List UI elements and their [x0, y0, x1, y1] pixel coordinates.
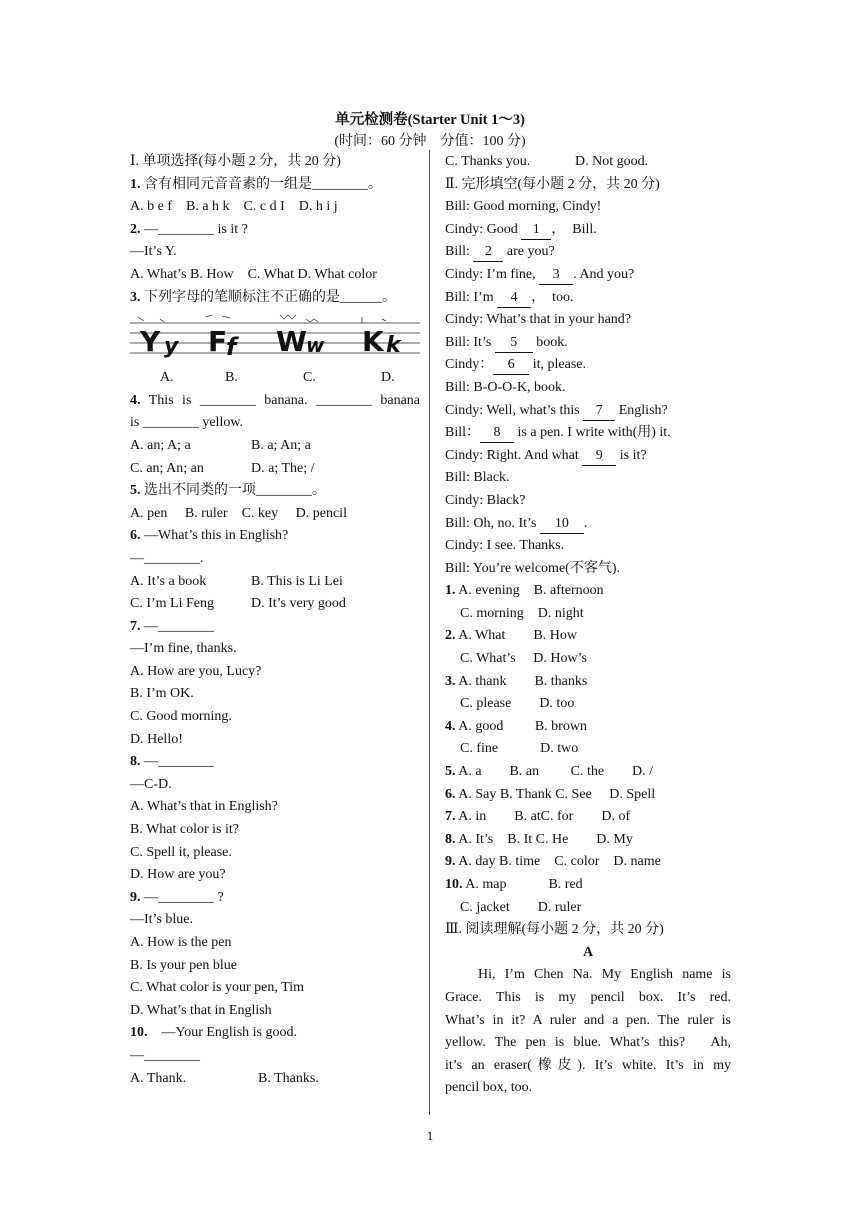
question-4-line-2: is ________ yellow. — [130, 415, 244, 431]
option-b: B. Thanks. — [258, 1070, 319, 1086]
cloze-option-4: 4. A. good B. brown — [445, 718, 587, 734]
question-2-reply: —It’s Y. — [130, 244, 177, 260]
question-10-options-cd — [445, 151, 731, 174]
option-b: B. a; An; a — [251, 437, 311, 453]
passage-line: Hi, I’m Chen Na. My English name is — [478, 967, 731, 983]
right-column — [445, 151, 731, 1100]
cloze-option-1-cd: C. morning D. night — [460, 605, 584, 621]
passage-line: Grace. This is my pencil box. It’s red. — [445, 989, 731, 1005]
question-text: —What’s this in English? — [144, 528, 289, 544]
question-number: 5. — [130, 483, 141, 499]
option-b: B. What color is it? — [130, 822, 239, 838]
cloze-option-10: 10. A. map B. red — [445, 877, 583, 892]
dialog-line: Bill: Oh, no. It’s 10 . — [445, 513, 731, 536]
option-d: D. What’s that in English — [130, 1002, 272, 1018]
question-text: —Your English is good. — [147, 1025, 297, 1041]
dialog-line: Cindy: Good 1 ， Bill. — [445, 219, 731, 242]
option-a: A. Thank. — [130, 1070, 187, 1086]
question-4-options-ab — [130, 435, 420, 458]
option-a: A. an; A; a — [130, 437, 191, 453]
option-c: C. Thanks you. — [445, 154, 531, 169]
cloze-option-5: 5. A. a B. an C. the D. / — [445, 764, 654, 780]
cloze-option-9: 9. A. day B. time C. color D. name — [445, 854, 661, 870]
dialog-line: Bill: Good morning, Cindy! — [445, 199, 602, 215]
question-number: 7. — [130, 618, 141, 634]
question-1 — [130, 174, 420, 197]
question-8-reply: —C-D. — [130, 776, 172, 792]
question-text: 选出不同类的一项________。 — [144, 483, 326, 499]
question-2 — [130, 219, 420, 242]
svg-text:w: w — [306, 333, 325, 358]
page-subtitle: (时间：60 分钟 分值：100 分) — [334, 134, 526, 149]
cloze-option-2: 2. A. What B. How — [445, 628, 577, 644]
blank-10: 10 — [540, 515, 584, 534]
blank-6: 6 — [493, 356, 529, 375]
dialog-line: Bill: B-O-O-K, book. — [445, 379, 566, 395]
question-10 — [130, 1022, 420, 1045]
passage-line: it’s an eraser(橡皮). It’s white. It’s in my — [445, 1057, 731, 1073]
option-c: C. Good morning. — [130, 709, 232, 725]
dialog-line: Cindy: Black? — [445, 492, 526, 508]
cloze-option-3: 3. A. thank B. thanks — [445, 673, 588, 689]
dialog-line: Bill: Black. — [445, 470, 510, 486]
section-3-heading: Ⅲ. 阅读理解(每小题 2 分，共 20 分) — [445, 922, 664, 938]
question-number: 1. — [130, 176, 141, 192]
cloze-option-8: 8. A. It’s B. It C. He D. My — [445, 831, 633, 847]
letter-ww-image: W — [276, 325, 307, 359]
option-a: A. What’s that in English? — [130, 799, 278, 815]
question-text: —________ — [144, 618, 214, 634]
question-7-reply: —I’m fine, thanks. — [130, 641, 237, 657]
question-number: 3. — [130, 289, 141, 305]
question-number: 6. — [130, 528, 141, 544]
dialog-line: Bill: You’re welcome(不客气). — [445, 560, 620, 576]
option-d: D. It’s very good — [251, 596, 346, 612]
passage-line: yellow. The pen is blue. What’s this? Ah, — [445, 1035, 731, 1051]
dialog-line: Cindy: What’s that in your hand? — [445, 312, 631, 328]
passage-line: What’s in it? A ruler and a pen. The ruler is — [445, 1012, 731, 1028]
column-divider — [429, 150, 430, 1115]
option-label: B. — [225, 370, 238, 386]
dialog-line: Bill： 8 is a pen. I write with(用) it. — [445, 422, 731, 445]
option-a: A. How are you, Lucy? — [130, 663, 262, 679]
question-text: —________ is it ? — [144, 221, 248, 237]
question-3 — [130, 287, 420, 310]
blank-8: 8 — [480, 424, 514, 443]
dialog-line: Bill: It’s 5 book. — [445, 332, 731, 355]
cloze-option-4-cd: C. fine D. two — [460, 741, 579, 757]
question-text: —________ — [144, 754, 214, 770]
question-1-options: A. b e f B. a h k C. c d I D. h i j — [130, 199, 338, 215]
option-d: D. Not good. — [575, 154, 649, 169]
letter-yy-image: Y — [140, 325, 161, 359]
dialog-line: Cindy: Right. And what 9 is it? — [445, 445, 731, 468]
cloze-option-1: 1. A. evening B. afternoon — [445, 583, 604, 599]
blank-9: 9 — [582, 447, 616, 466]
svg-text:y: y — [164, 334, 179, 360]
question-number: 8. — [130, 754, 141, 770]
option-c: C. an; An; an — [130, 460, 204, 476]
letter-ff-image: F — [208, 325, 228, 359]
question-8 — [130, 751, 420, 774]
cloze-option-3-cd: C. please D. too — [460, 696, 575, 712]
question-9-reply: —It’s blue. — [130, 912, 193, 928]
question-4-options-cd — [130, 458, 420, 481]
question-6-reply: —________. — [130, 550, 204, 566]
question-number: 9. — [130, 889, 141, 905]
question-text: —________ ? — [144, 889, 224, 905]
option-label: A. — [160, 370, 174, 386]
section-1-heading: Ⅰ. 单项选择(每小题 2 分，共 20 分) — [130, 154, 341, 169]
blank-5: 5 — [495, 334, 533, 353]
question-9 — [130, 887, 420, 910]
passage-line: pencil box, too. — [445, 1080, 533, 1096]
dialog-line: Bill: 2 are you? — [445, 241, 731, 264]
handwriting-letters-image — [130, 311, 420, 367]
question-text: This is ________ banana. ________ banana — [148, 392, 420, 408]
option-d: D. Hello! — [130, 731, 183, 747]
question-text: 下列字母的笔顺标注不正确的是______。 — [144, 289, 396, 305]
question-2-options: A. What’s B. How C. What D. What color — [130, 266, 377, 282]
question-number: 2. — [130, 221, 141, 237]
option-label: C. — [303, 370, 316, 386]
question-4 — [130, 390, 420, 413]
option-a: A. How is the pen — [130, 935, 232, 950]
question-number: 10. — [130, 1025, 148, 1041]
page-title: 单元检测卷(Starter Unit 1～3) — [335, 112, 525, 128]
question-3-labels — [130, 367, 420, 390]
question-5 — [130, 480, 420, 503]
blank-3: 3 — [539, 266, 573, 285]
option-d: D. How are you? — [130, 867, 226, 883]
option-c: C. Spell it, please. — [130, 844, 232, 860]
left-column — [130, 151, 420, 1090]
cloze-option-10-cd: C. jacket D. ruler — [460, 899, 582, 915]
dialog-line: Cindy: I see. Thanks. — [445, 538, 565, 554]
handwriting-letters — [130, 311, 420, 367]
blank-7: 7 — [583, 402, 615, 421]
blank-2: 2 — [473, 243, 503, 262]
dialog-line: Cindy： 6 it, please. — [445, 354, 731, 377]
question-6-options-ab — [130, 571, 420, 594]
option-b: B. Is your pen blue — [130, 957, 237, 973]
option-c: C. I’m Li Feng — [130, 596, 214, 612]
option-b: B. This is Li Lei — [251, 573, 343, 589]
dialog-line: Cindy: Well, what’s this 7 English? — [445, 400, 731, 423]
question-6-options-cd — [130, 593, 420, 616]
option-a: A. It’s a book — [130, 573, 207, 589]
letter-kk-image: K — [362, 325, 384, 359]
option-label: D. — [381, 370, 395, 386]
question-10-options-ab — [130, 1068, 420, 1091]
question-7 — [130, 616, 420, 639]
svg-text:k: k — [386, 333, 401, 359]
dialog-line: Cindy: I’m fine, 3 . And you? — [445, 264, 731, 287]
passage-title: A — [582, 944, 594, 960]
svg-text:f: f — [226, 333, 237, 362]
option-c: C. What color is your pen, Tim — [130, 980, 304, 996]
cloze-option-2-cd: C. What’s D. How’s — [460, 651, 587, 667]
cloze-option-6: 6. A. Say B. Thank C. See D. Spell — [445, 786, 656, 802]
blank-1: 1 — [521, 221, 551, 240]
option-d: D. a; The; / — [251, 460, 315, 476]
section-2-heading: Ⅱ. 完形填空(每小题 2 分，共 20 分) — [445, 176, 660, 192]
dialog-line: Bill: I’m 4 ， too. — [445, 287, 731, 310]
option-b: B. I’m OK. — [130, 686, 194, 702]
question-5-options: A. pen B. ruler C. key D. pencil — [130, 505, 347, 521]
question-text: 含有相同元音音素的一组是________。 — [144, 176, 382, 192]
page-number: 1 — [426, 1128, 434, 1143]
question-10-reply: —________ — [130, 1047, 200, 1063]
question-6 — [130, 525, 420, 548]
question-number: 4. — [130, 392, 141, 408]
cloze-option-7: 7. A. in B. atC. for D. of — [445, 809, 631, 825]
blank-4: 4 — [497, 289, 531, 308]
